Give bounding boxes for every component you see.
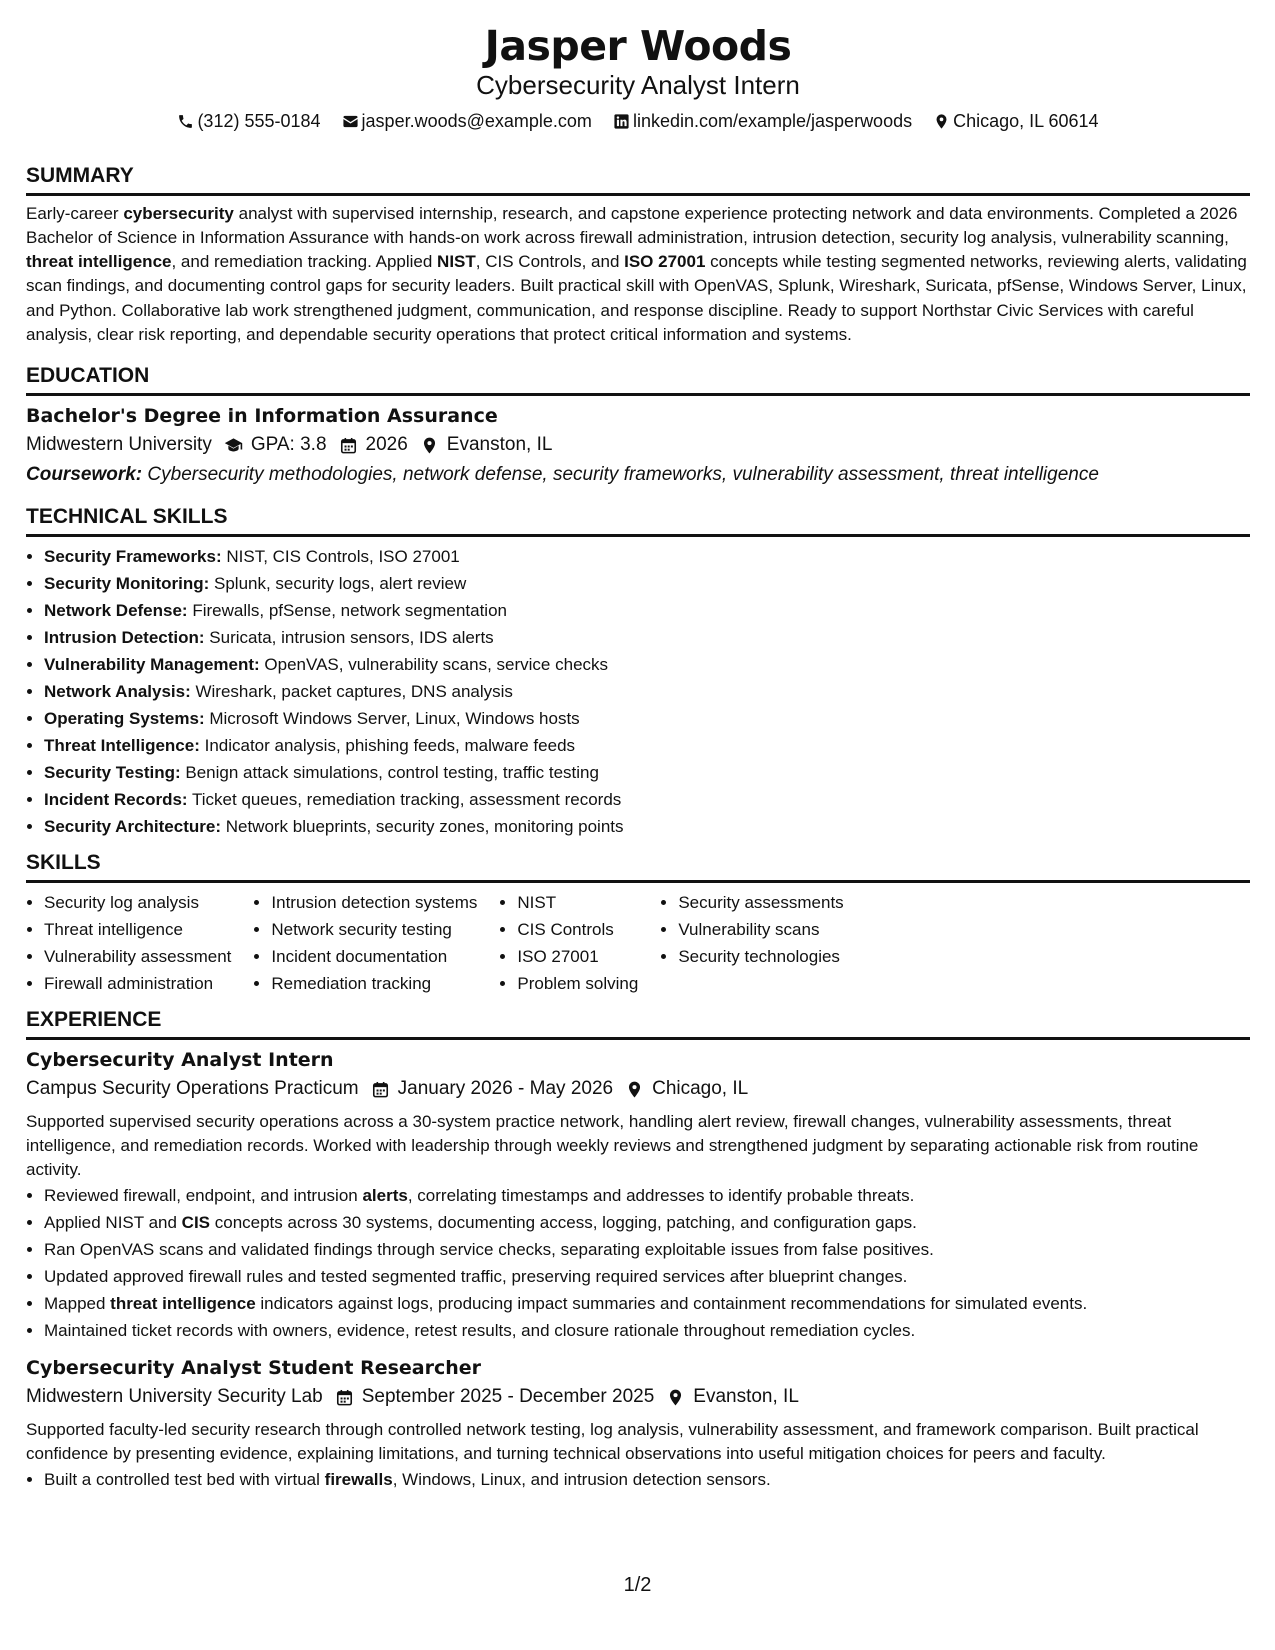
education-meta: [26, 430, 1250, 460]
job-bullet: [44, 1236, 1250, 1263]
technical-skill-label: Intrusion Detection:: [44, 628, 205, 648]
coursework: [26, 460, 1250, 490]
text-run: concepts while testing segmented networks, reviewing alerts, validating scan findings, and documenting control gaps for security leaders. Built practical skill with OpenVAS, Splunk, Wireshark, Suricata, pfSense, Windows Server, Linux, and Python. Collaborative lab work strengthened judgment, communication, and response discipline. Ready to support Northstar Civic Services with careful analysis, clear risk reporting, and dependable security operations that protect critical information and systems.: [26, 252, 1247, 344]
education-gpa: [224, 430, 327, 460]
technical-skill-label: Security Monitoring:: [44, 574, 210, 594]
map-pin-icon: [420, 436, 439, 455]
technical-skill-value: Benign attack simulations, control testing, traffic testing: [180, 763, 599, 783]
skill-item: • Security log analysis: [44, 889, 231, 916]
job-title: Cybersecurity Analyst Student Researcher: [26, 1357, 482, 1380]
text-run: , CIS Controls, and: [475, 252, 625, 272]
job-dates: [371, 1074, 613, 1104]
resume-header: [26, 22, 1250, 137]
skill-item: • Vulnerability assessment: [44, 943, 231, 970]
technical-skill-item: [44, 813, 1250, 840]
text-run: , correlating timestamps and addresses to identify probable threats.: [407, 1186, 915, 1206]
technical-skill-value: NIST, CIS Controls, ISO 27001: [221, 547, 460, 567]
skill-item: • ISO 27001: [517, 943, 638, 970]
experience-entry: [26, 1046, 1250, 1344]
text-run: Early-career: [26, 203, 124, 223]
skill-item: • Threat intelligence: [44, 916, 231, 943]
job-bullet: [44, 1209, 1250, 1236]
section-title-education: EDUCATION: [26, 363, 1250, 396]
technical-skill-item: [44, 651, 1250, 678]
section-title-skills: SKILLS: [26, 850, 1250, 883]
job-organization: Midwestern University Security Lab: [26, 1386, 323, 1408]
phone-icon: [177, 113, 194, 130]
summary-section: [26, 163, 1250, 348]
text-run: , Windows, Linux, and intrusion detection sensors.: [392, 1470, 771, 1490]
job-description: Supported faculty-led security research through controlled network testing, log analysis, vulnerability assessment, and framework comparison. Built practical confidence by presenting evidence, explaining limitations, and turning technical observations into useful mitigation choices for peers and faculty.: [26, 1420, 1199, 1464]
text-run: Applied NIST and: [44, 1213, 182, 1233]
technical-skills-section: [26, 504, 1250, 840]
section-title-technical-skills: TECHNICAL SKILLS: [26, 504, 1250, 537]
technical-skill-value: Microsoft Windows Server, Linux, Windows hosts: [204, 709, 580, 729]
experience-entry: [26, 1354, 1250, 1493]
skill-item: • Intrusion detection systems: [271, 889, 477, 916]
technical-skill-value: OpenVAS, vulnerability scans, service checks: [259, 655, 609, 675]
skill-item: • Vulnerability scans: [678, 916, 843, 943]
bold-text: NIST: [437, 252, 476, 272]
calendar-icon: [371, 1080, 390, 1099]
technical-skill-item: [44, 759, 1250, 786]
school-name: Midwestern University: [26, 434, 212, 456]
bold-text: threat intelligence: [26, 252, 172, 272]
education-location-text: Evanston, IL: [446, 434, 553, 456]
text-run: Ran OpenVAS scans and validated findings through service checks, separating exploitable issues from false positives.: [44, 1240, 934, 1260]
job-dates: [335, 1382, 655, 1412]
experience-section: [26, 1007, 1250, 1493]
skills-column: [253, 889, 477, 997]
technical-skill-item: [44, 543, 1250, 570]
technical-skill-value: Indicator analysis, phishing feeds, malware feeds: [199, 736, 576, 756]
technical-skill-label: Network Defense:: [44, 601, 188, 621]
text-run: Updated approved firewall rules and tested segmented traffic, preserving required services after blueprint changes.: [44, 1267, 908, 1287]
job-bullet: [44, 1317, 1250, 1344]
skill-item: • NIST: [517, 889, 638, 916]
job-dates-text: September 2025 - December 2025: [361, 1386, 655, 1408]
degree-title: Bachelor's Degree in Information Assurance: [26, 405, 498, 428]
envelope-icon: [342, 113, 359, 130]
bold-text: alerts: [362, 1186, 408, 1206]
skills-column: [660, 889, 843, 997]
bold-text: cybersecurity: [123, 203, 234, 223]
technical-skill-value: Ticket queues, remediation tracking, assessment records: [187, 790, 622, 810]
job-bullet: [44, 1466, 1250, 1493]
technical-skill-label: Network Analysis:: [44, 682, 191, 702]
job-meta: [26, 1382, 1250, 1412]
education-location: [420, 430, 553, 460]
candidate-headline: Cybersecurity Analyst Intern: [476, 70, 800, 100]
job-description: Supported supervised security operations across a 30-system practice network, handling alert review, firewall changes, vulnerability assessments, threat intelligence, and remediation records. Worked with leadership through weekly reviews and strengthened judgment by separating actionable risk from routine activity.: [26, 1112, 1199, 1180]
education-year: [339, 430, 408, 460]
contact-email[interactable]: [342, 108, 592, 134]
linkedin-icon: [613, 113, 630, 130]
coursework-label: Coursework:: [26, 464, 143, 486]
contact-phone: [177, 108, 320, 134]
technical-skill-item: [44, 678, 1250, 705]
job-bullet: [44, 1263, 1250, 1290]
contact-linkedin-text[interactable]: linkedin.com/example/jasperwoods: [632, 111, 913, 131]
contact-line: [26, 108, 1250, 137]
job-location: [666, 1382, 799, 1412]
job-bullets: [26, 1182, 1250, 1344]
technical-skill-item: [44, 705, 1250, 732]
skills-section: [26, 850, 1250, 997]
gpa-text: GPA: 3.8: [250, 434, 327, 456]
resume-page: [26, 22, 1250, 1493]
job-bullets: [26, 1466, 1250, 1493]
job-location: [625, 1074, 748, 1104]
job-bullet: [44, 1182, 1250, 1209]
job-bullet: [44, 1290, 1250, 1317]
technical-skill-label: Security Frameworks:: [44, 547, 222, 567]
job-organization: Campus Security Operations Practicum: [26, 1078, 359, 1100]
technical-skill-value: Network blueprints, security zones, monitoring points: [220, 817, 624, 837]
job-title: Cybersecurity Analyst Intern: [26, 1049, 334, 1072]
skill-item: • Security assessments: [678, 889, 843, 916]
calendar-icon: [335, 1388, 354, 1407]
technical-skill-label: Security Testing:: [44, 763, 181, 783]
summary-paragraph: [26, 202, 1250, 348]
contact-location-text: Chicago, IL 60614: [953, 111, 1099, 131]
contact-location: [933, 108, 1098, 134]
technical-skill-label: Threat Intelligence:: [44, 736, 200, 756]
bold-text: CIS: [181, 1213, 211, 1233]
technical-skill-item: [44, 624, 1250, 651]
text-run: analyst with supervised internship, research, and capstone experience protecting network and data environments. Completed a 2026 Bachelor of Science in Information Assurance with hands-on work across firewall administration, intrusion detection, security log analysis, vulnerability scanning,: [26, 203, 1238, 247]
job-location-text: Evanston, IL: [693, 1386, 799, 1408]
job-dates-text: January 2026 - May 2026: [397, 1078, 614, 1100]
technical-skill-item: [44, 732, 1250, 759]
skills-column: [26, 889, 231, 997]
technical-skill-value: Wireshark, packet captures, DNS analysis: [190, 682, 513, 702]
bold-text: threat intelligence: [110, 1294, 256, 1314]
contact-linkedin[interactable]: [613, 108, 912, 134]
technical-skill-value: Suricata, intrusion sensors, IDS alerts: [204, 628, 494, 648]
technical-skill-label: Vulnerability Management:: [44, 655, 260, 675]
contact-phone-text: (312) 555-0184: [197, 111, 321, 131]
candidate-name: Jasper Woods: [484, 22, 792, 70]
map-pin-icon: [625, 1080, 644, 1099]
technical-skill-label: Incident Records:: [44, 790, 188, 810]
skill-item: • Security technologies: [678, 943, 843, 970]
text-run: concepts across 30 systems, documenting access, logging, patching, and configuration gaps.: [210, 1213, 917, 1233]
technical-skill-label: Operating Systems:: [44, 709, 205, 729]
skill-item: • Incident documentation: [271, 943, 477, 970]
map-pin-icon: [666, 1388, 685, 1407]
skill-item: • CIS Controls: [517, 916, 638, 943]
text-run: Maintained ticket records with owners, evidence, retest results, and closure rationale throughout remediation cycles.: [44, 1321, 916, 1341]
technical-skill-item: [44, 597, 1250, 624]
section-title-experience: EXPERIENCE: [26, 1007, 1250, 1040]
skill-item: • Remediation tracking: [271, 970, 477, 997]
technical-skill-item: [44, 786, 1250, 813]
skills-column: [499, 889, 638, 997]
technical-skill-item: [44, 570, 1250, 597]
text-run: Reviewed firewall, endpoint, and intrusion: [44, 1186, 363, 1206]
skill-item: • Problem solving: [517, 970, 638, 997]
skill-item: • Network security testing: [271, 916, 477, 943]
text-run: Mapped: [44, 1294, 111, 1314]
calendar-icon: [339, 436, 358, 455]
skills-grid: [26, 889, 1250, 997]
page-number: 1/2: [623, 1574, 652, 1596]
technical-skill-value: Firewalls, pfSense, network segmentation: [187, 601, 507, 621]
experience-list: [26, 1046, 1250, 1493]
technical-skill-value: Splunk, security logs, alert review: [209, 574, 467, 594]
job-meta: [26, 1074, 1250, 1104]
text-run: indicators against logs, producing impact summaries and containment recommendations for simulated events.: [255, 1294, 1088, 1314]
text-run: Built a controlled test bed with virtual: [44, 1470, 325, 1490]
bold-text: ISO 27001: [624, 252, 706, 272]
graduation-cap-icon: [224, 436, 243, 455]
text-run: , and remediation tracking. Applied: [171, 252, 438, 272]
coursework-text: Cybersecurity methodologies, network defense, security frameworks, vulnerability assessment, threat intelligence: [142, 464, 1099, 486]
job-location-text: Chicago, IL: [652, 1078, 749, 1100]
technical-skill-label: Security Architecture:: [44, 817, 221, 837]
skill-item: • Firewall administration: [44, 970, 231, 997]
contact-email-text[interactable]: jasper.woods@example.com: [361, 111, 592, 131]
map-pin-icon: [933, 113, 950, 130]
technical-skills-list: [26, 543, 1250, 840]
section-title-summary: SUMMARY: [26, 163, 1250, 196]
bold-text: firewalls: [324, 1470, 393, 1490]
year-text: 2026: [365, 434, 408, 456]
education-section: [26, 363, 1250, 490]
